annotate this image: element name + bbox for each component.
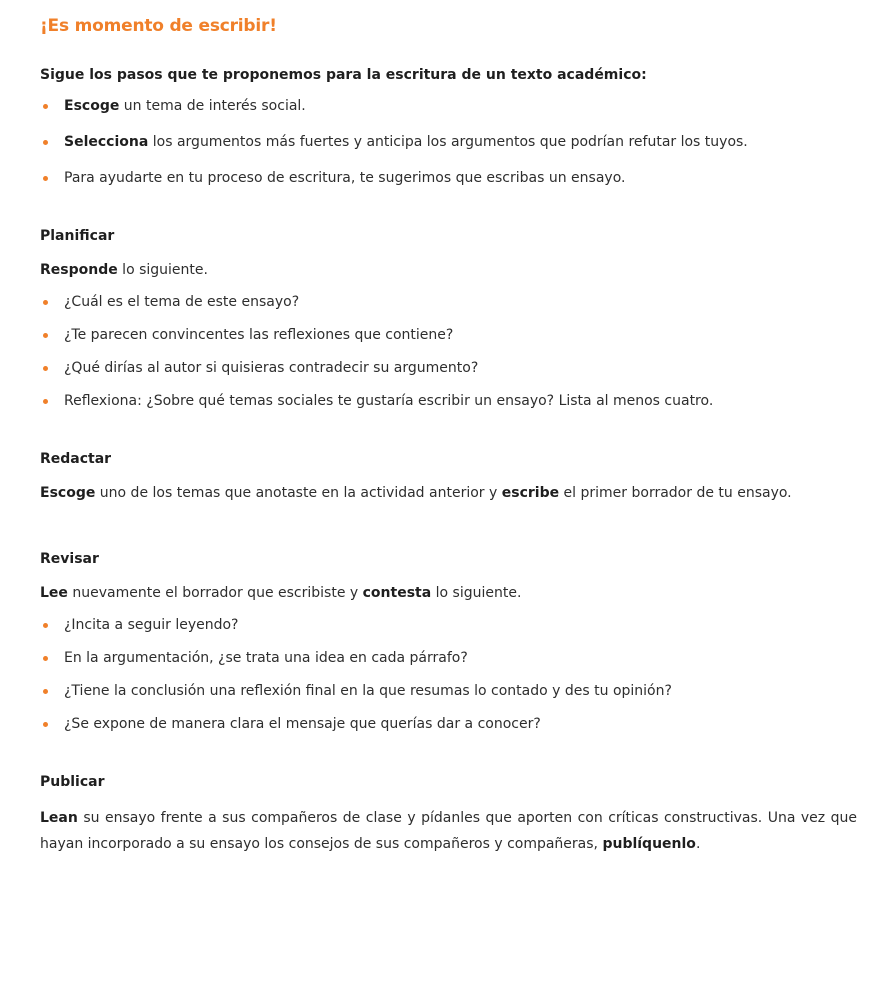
section-paragraph: Lean su ensayo frente a sus compañeros de clase y pídanles que aporten con críticas constructivas. Una vez que hayan incorporado a su ensayo los consejos de sus compañeros y compañeras, publíquenlo.: [40, 810, 857, 852]
list-item: Escoge un tema de interés social.: [40, 95, 857, 117]
list-item: En la argumentación, ¿se trata una idea en cada párrafo?: [40, 647, 857, 669]
section-paragraph: Escoge uno de los temas que anotaste en la actividad anterior y escribe el primer borrador de tu ensayo.: [40, 485, 792, 501]
list-item: ¿Se expone de manera clara el mensaje que querías dar a conocer?: [40, 713, 857, 735]
section-redactar: [40, 448, 857, 504]
list-item: Para ayudarte en tu proceso de escritura, te sugerimos que escribas un ensayo.: [40, 167, 857, 189]
section-revisar: [40, 548, 857, 735]
list-item: ¿Cuál es el tema de este ensayo?: [40, 291, 857, 313]
section-lead: Responde lo siguiente.: [40, 262, 208, 278]
list-item: ¿Incita a seguir leyendo?: [40, 614, 857, 636]
intro-instruction: Sigue los pasos que te proponemos para la escritura de un texto académico:: [40, 67, 647, 83]
question-list: [40, 291, 857, 412]
section-heading: Redactar: [40, 451, 112, 467]
section-heading: Revisar: [40, 551, 99, 567]
section-lead: Lee nuevamente el borrador que escribiste y contesta lo siguiente.: [40, 585, 522, 601]
question-list: [40, 614, 857, 735]
section-planificar: [40, 225, 857, 412]
list-item: ¿Te parecen convincentes las reflexiones que contiene?: [40, 324, 857, 346]
section-heading: Planificar: [40, 228, 115, 244]
page-title: ¡Es momento de escribir!: [40, 16, 277, 36]
list-item: Selecciona los argumentos más fuertes y anticipa los argumentos que podrían refutar los tuyos.: [40, 131, 857, 153]
list-item: Reflexiona: ¿Sobre qué temas sociales te gustaría escribir un ensayo? Lista al menos cuatro.: [40, 390, 857, 412]
section-publicar: [40, 771, 857, 857]
steps-list: [40, 95, 857, 189]
list-item: ¿Qué dirías al autor si quisieras contradecir su argumento?: [40, 357, 857, 379]
section-heading: Publicar: [40, 774, 105, 790]
list-item: ¿Tiene la conclusión una reflexión final en la que resumas lo contado y des tu opinión?: [40, 680, 857, 702]
